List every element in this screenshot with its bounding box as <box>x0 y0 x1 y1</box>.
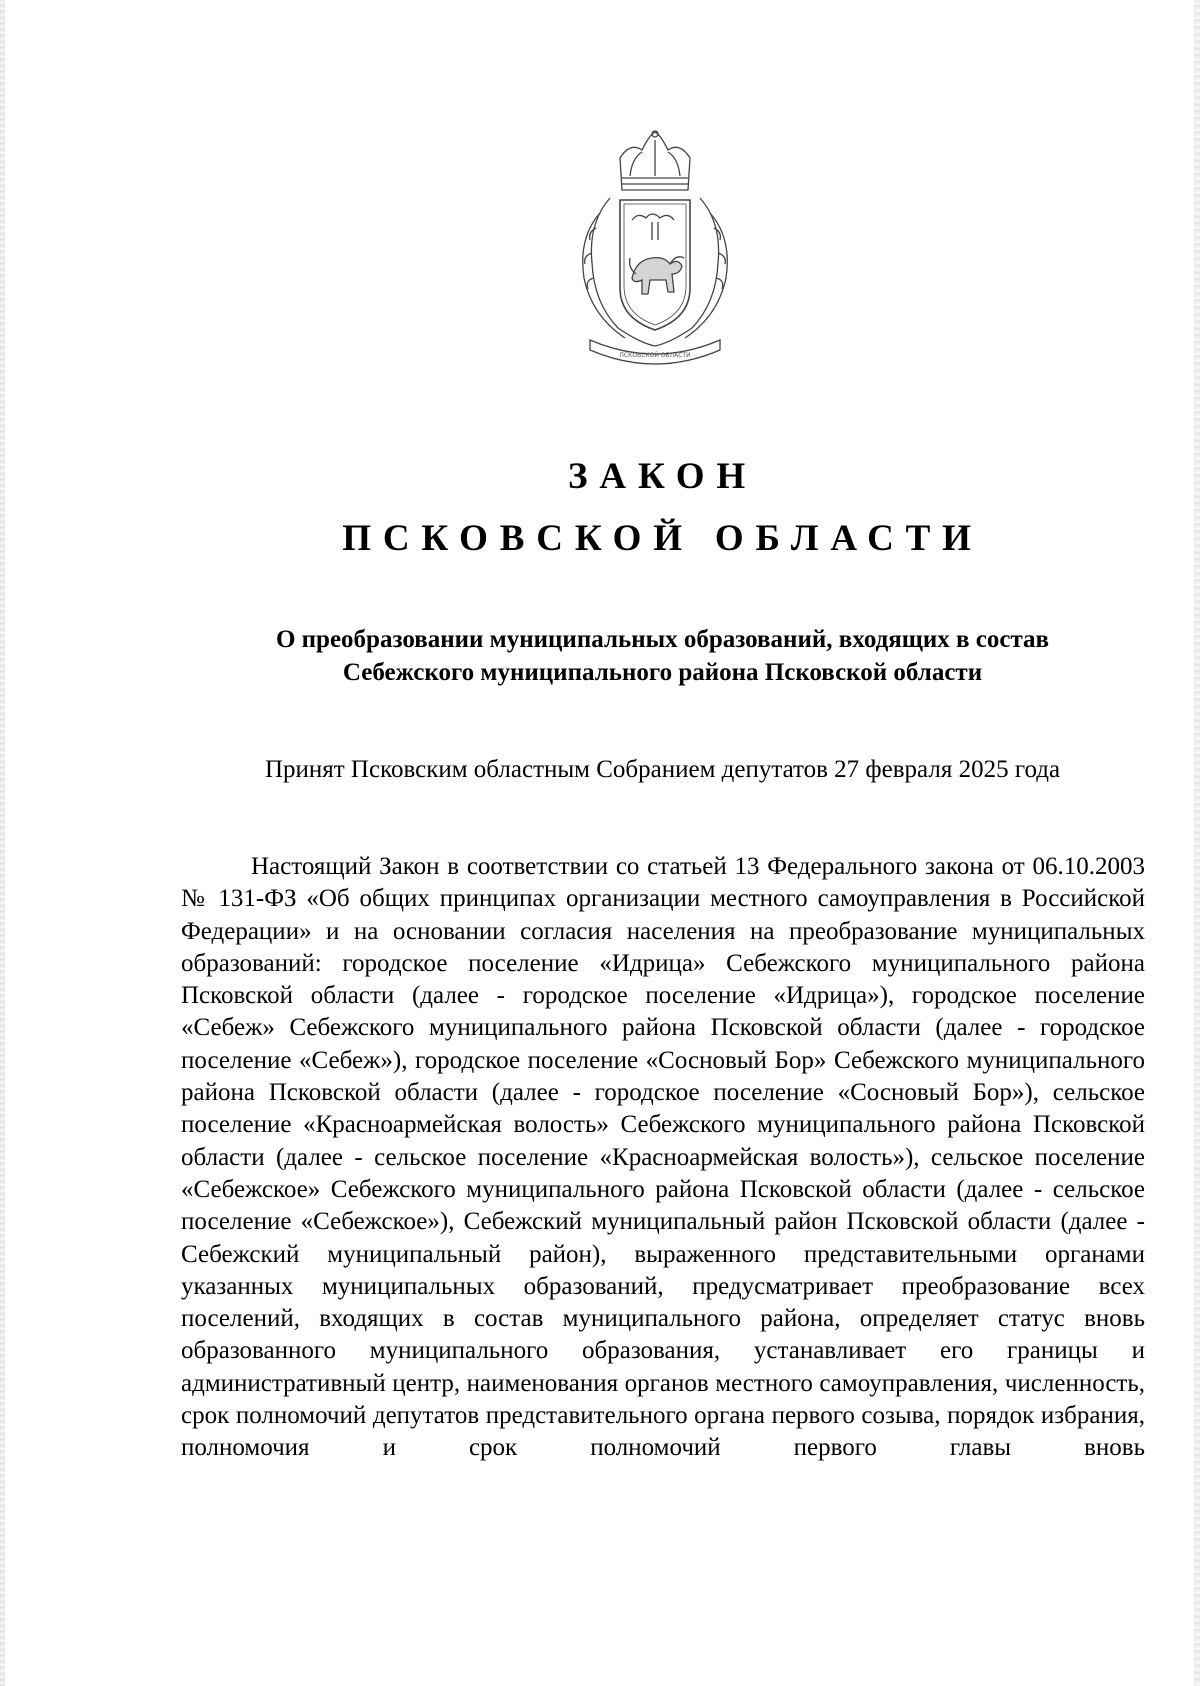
pskov-coat-of-arms-icon <box>570 128 740 373</box>
adoption-line: Принят Псковским областным Собранием депутатов 27 февраля 2025 года <box>264 756 1061 783</box>
preamble-paragraph: Настоящий Закон в соответствии со статьей 13 Федерального закона от 06.10.2003 № 131-ФЗ «Об общих принципах организации местного самоуправления в Российской Федерации» и на основании согласия населения на преобразование муниципальных образований: городское поселение «Идрица» Себежского муниципального района Псковской области (далее - городское поселение «Идрица»), городское поселение «Себеж» Себежского муниципального района Псковской области (далее - городское поселение «Себеж»), городское поселение «Сосновый Бор» Себежского муниципального района Псковской области (далее - городское поселение «Сосновый Бор»), сельское поселение «Красноармейская волость» Себежского муниципального района Псковской области (далее - сельское поселение «Красноармейская волость»), сельское поселение «Себежское» Себежского муниципального района Псковской области (далее - сельское поселение «Себежское»), Себежский муниципальный район Псковской области (далее - Себежский муниципальный район), выраженного представительными органами указанных муниципальных образований, предусматривает преобразование всех поселений, входящих в состав муниципального района, определяет статус вновь образованного муниципального образования, устанавливает его границы и административный центр, наименования органов местного самоуправления, численность, срок полномочий депутатов представительного органа первого созыва, порядок избрания, полномочия и срок полномочий первого главы вновь <box>181 853 1145 1462</box>
emblem-ribbon-text: ПСКОВСКОЙ ОБЛАСТИ <box>619 352 691 359</box>
subtitle-line-1: О преобразовании муниципальных образований, входящих в состав <box>275 626 1050 653</box>
document-subtitle <box>180 623 1145 689</box>
scan-edge-left <box>0 0 5 1686</box>
document-title: ЗАКОН <box>568 456 757 497</box>
subtitle-line-2: Себежского муниципального района Псковской области <box>342 659 983 686</box>
document-title-region: ПСКОВСКОЙ ОБЛАСТИ <box>342 518 983 559</box>
scan-edge-right <box>1194 0 1200 1686</box>
